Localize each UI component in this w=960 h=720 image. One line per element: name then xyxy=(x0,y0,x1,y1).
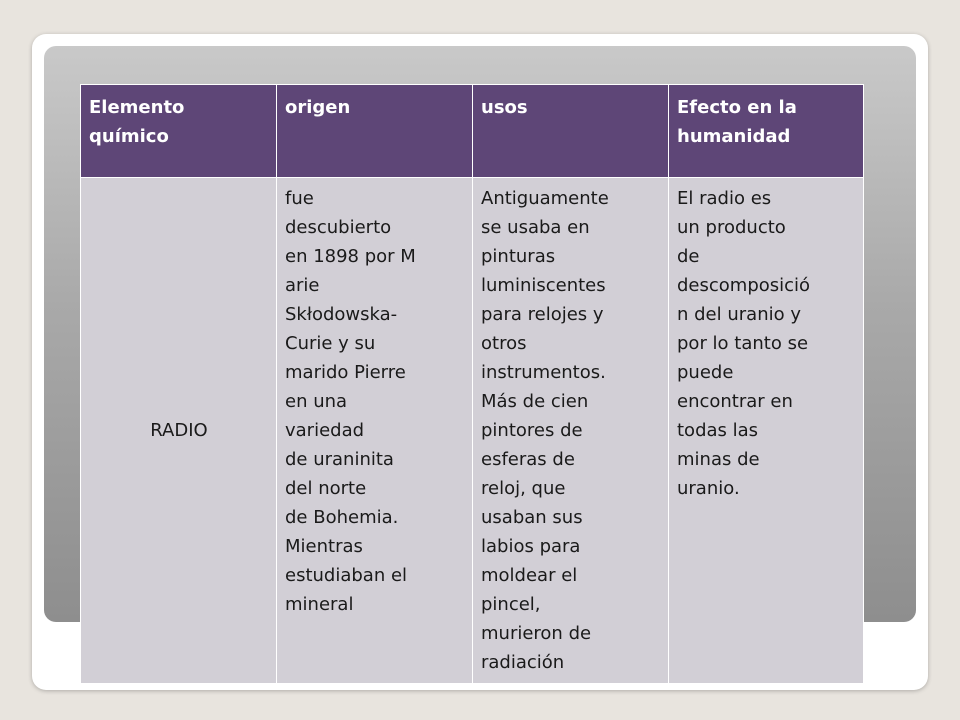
table-row xyxy=(81,178,864,684)
cell-efecto xyxy=(669,178,864,684)
header-elemento: Elemento químico xyxy=(81,85,277,178)
cell-origen xyxy=(277,178,473,684)
header-efecto: Efecto en la humanidad xyxy=(669,85,864,178)
usos-text: Antiguamente se usaba en pinturas luminiscentes para relojes y otros instrumentos. Más de cien pintores de esferas de reloj, que usaban sus labios para moldear el pincel, murieron de radiación xyxy=(481,188,609,673)
table-header-row xyxy=(81,85,864,178)
efecto-text: El radio es un producto de descomposició n del uranio y por lo tanto se puede encontrar en todas las minas de uranio. xyxy=(677,188,811,499)
cell-elemento xyxy=(81,178,277,684)
element-name: RADIO xyxy=(150,420,208,441)
cell-usos xyxy=(473,178,669,684)
header-usos: usos xyxy=(473,85,669,178)
header-origen: origen xyxy=(277,85,473,178)
element-table xyxy=(80,84,864,684)
origen-text: fue descubierto en 1898 por M arie Skłodowska- Curie y su marido Pierre en una variedad de uraninita del norte de Bohemia. Mientras estudiaban el mineral xyxy=(285,188,416,615)
